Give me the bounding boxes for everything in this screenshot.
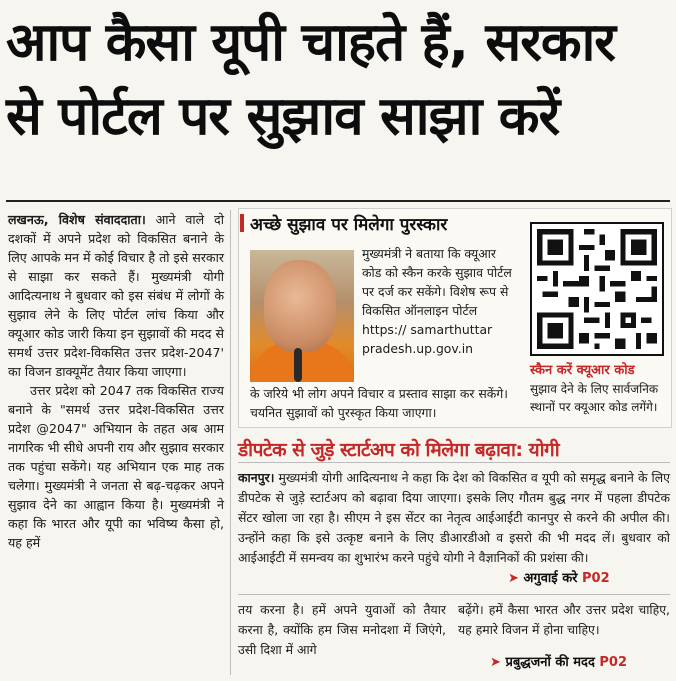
arrow-right-icon: ➤ <box>490 655 501 670</box>
headline <box>6 6 670 154</box>
section2-rule <box>238 462 670 463</box>
section2-ref-label: अगुवाई करे <box>523 571 578 586</box>
continuation-page-ref[interactable] <box>490 652 627 670</box>
box-text-2: के जरिये भी लोग अपने विचार व प्रस्ताव साझा कर सकेंगे। चयनित सुझावों को पुरस्कृत किया जाएगा। <box>250 386 508 420</box>
box-title: अच्छे सुझाव पर मिलेगा पुरस्कार <box>250 212 447 235</box>
section2-title: डीपटेक से जुड़े स्टार्टअप को मिलेगा बढ़ावा: योगी <box>238 439 560 461</box>
continuation-col-c: बढ़ेंगे। हमें कैसा भारत और उत्तर प्रदेश चाहिए, यह हमारे विजन में होना चाहिए। <box>458 602 670 637</box>
qr-code-icon <box>532 224 662 354</box>
headline-rule <box>6 200 670 202</box>
dateline-kanpur: कानपुर। <box>238 470 275 485</box>
headline-line-2: से पोर्टल पर सुझाव साझा करें <box>6 86 560 147</box>
left-column <box>8 210 224 552</box>
arrow-right-icon: ➤ <box>508 571 519 586</box>
continuation-ref-page: P02 <box>599 655 628 670</box>
qr-code[interactable] <box>530 222 664 356</box>
dateline-lucknow: लखनऊ, विशेष संवाददाता। <box>8 212 146 227</box>
continuation-ref-label: प्रबुद्धजनों की मदद <box>505 655 595 670</box>
column-divider <box>230 210 231 675</box>
section2-page-ref[interactable] <box>508 568 610 586</box>
cm-photo <box>250 250 354 382</box>
section2-text: मुख्यमंत्री योगी आदित्यनाथ ने कहा कि देश को विकसित व यूपी को समृद्ध बनाने के लिए डीपटेक से जुड़े स्टार्टअप को बढ़ावा दिया जाएगा। इसके लिए गौतम बुद्ध नगर में पहला डीपटेक सेंटर खोला जा रहा है। सीएम ने इस सेंटर का नेतृत्व आईआईटी कानपुर से करने की अपील की। उन्होंने कहा कि इसे उत्कृष्ट बनाने के लिए डीआरडीओ व इसरो की भी मदद लें। बुधवार को आईआईटी में समन्वय का शुभारंभ करने पहुंचे योगी ने वैज्ञानिकों की प्रशंसा की। <box>238 470 670 565</box>
microphone-icon <box>294 348 302 382</box>
box-text-1: मुख्यमंत्री ने बताया कि क्यूआर कोड को स्कैन करके सुझाव पोर्टल पर दर्ज कर सकेंगे। विशेष रूप से विकसित ऑनलाइन पोर्टल https:// samarthuttar pradesh.up.gov.in <box>362 246 512 356</box>
photo-face <box>264 260 336 352</box>
continuation-col-b: तय करना है। हमें अपने युवाओं को तैयार करना है, क्योंकि हम जिस मनोदशा में जिएंगे, उसी दिशा में आगे <box>238 602 446 657</box>
left-para-2: उत्तर प्रदेश को 2047 तक विकसित राज्य बनाने के "समर्थ उत्तर प्रदेश-विकसित उत्तर प्रदेश @2047" अभियान के तहत अब आम नागरिक भी सीधे अपनी राय और सुझाव सरकार तक पहुंचा सकेंगे। यह अभियान एक माह तक चलेगा। मुख्यमंत्री ने जनता से बढ़-चढ़कर अपने सुझाव देने का आह्वान किया है। मुख्यमंत्री ने कहा कि भारत और यूपी का भविष्य कैसा हो, यह हमें <box>8 383 224 550</box>
continuation-rule <box>238 594 670 595</box>
scan-title: स्कैन करें क्यूआर कोड <box>530 363 635 378</box>
headline-line-1: आप कैसा यूपी चाहते हैं, सरकार <box>6 12 615 73</box>
section2-body <box>238 468 670 568</box>
section2-ref-page: P02 <box>582 571 610 586</box>
left-para-1: आने वाले दो दशकों में अपने प्रदेश को विकसित बनाने के लिए आपके मन में कोई विचार है तो इसे सरकार से साझा कर सकते हैं। मुख्यमंत्री योगी आदित्यनाथ ने बुधवार को इस संबंध में लोगों के सुझाव लेने के लिए पोर्टल लांच किया और क्यूआर कोड जारी किया इन सुझावों की मदद से समर्थ उत्तर प्रदेश-विकसित उत्तर प्रदेश-2047' का विजन डाक्यूमेंट तैयार किया जाएगा। <box>8 212 224 379</box>
scan-text: सुझाव देने के लिए सार्वजनिक स्थानों पर क्यूआर कोड लगेंगे। <box>530 382 659 414</box>
